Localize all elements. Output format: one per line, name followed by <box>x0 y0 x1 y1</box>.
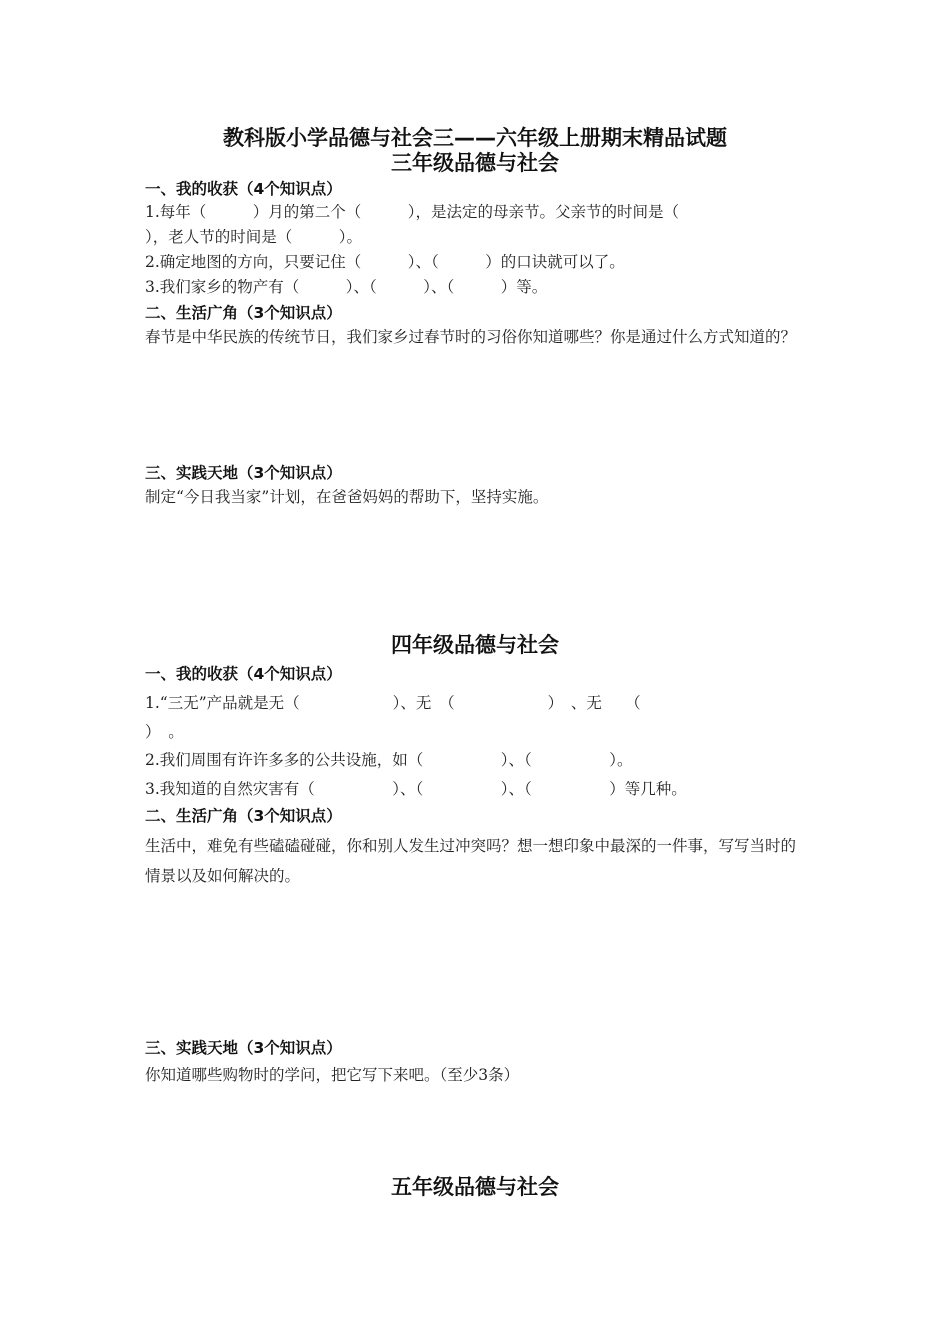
grade4-q1-line2: ） 。 <box>145 723 184 741</box>
grade4-title: 四年级品德与社会 <box>391 633 559 657</box>
grade3-section1-heading: 一、我的收获（4个知识点） <box>145 180 342 198</box>
grade3-section2-text: 春节是中华民族的传统节日，我们家乡过春节时的习俗你知道哪些？你是通过什么方式知道的？ <box>145 328 797 346</box>
grade3-section2-heading: 二、生活广角（3个知识点） <box>145 304 342 322</box>
grade3-title: 三年级品德与社会 <box>391 151 559 175</box>
grade3-section3-heading: 三、实践天地（3个知识点） <box>145 464 342 482</box>
grade4-q2: 2.我们周围有许许多多的公共设施，如（ ）、（ ）。 <box>145 751 633 769</box>
grade3-section3-text: 制定“今日我当家”计划，在爸爸妈妈的帮助下，坚持实施。 <box>145 488 549 506</box>
grade3-q3: 3.我们家乡的物产有（ ）、（ ）、（ ）等。 <box>145 278 548 296</box>
document-title: 教科版小学品德与社会三——六年级上册期末精品试题 <box>223 126 727 150</box>
grade3-q1-line2: ），老人节的时间是（ ）。 <box>145 228 363 246</box>
grade3-q2: 2.确定地图的方向，只要记住（ ）、（ ）的口诀就可以了。 <box>145 253 625 271</box>
grade4-q1-line1: 1.“三无”产品就是无（ ）、无 （ ） 、无 （ <box>145 694 641 712</box>
grade4-q3: 3.我知道的自然灾害有（ ）、（ ）、（ ）等几种。 <box>145 780 687 798</box>
grade3-q1-line1: 1.每年（ ）月的第二个（ ），是法定的母亲节。父亲节的时间是（ <box>145 203 680 221</box>
grade4-section2-heading: 二、生活广角（3个知识点） <box>145 807 342 825</box>
grade4-section1-heading: 一、我的收获（4个知识点） <box>145 665 342 683</box>
grade5-title: 五年级品德与社会 <box>391 1175 559 1199</box>
grade4-section2-text: 生活中，难免有些磕磕碰碰，你和别人发生过冲突吗？想一想印象中最深的一件事，写写当时的情景以及如何解决的。 <box>145 837 797 885</box>
grade4-section3-heading: 三、实践天地（3个知识点） <box>145 1039 342 1057</box>
grade4-section3-text: 你知道哪些购物时的学问，把它写下来吧。（至少3条） <box>145 1066 520 1084</box>
